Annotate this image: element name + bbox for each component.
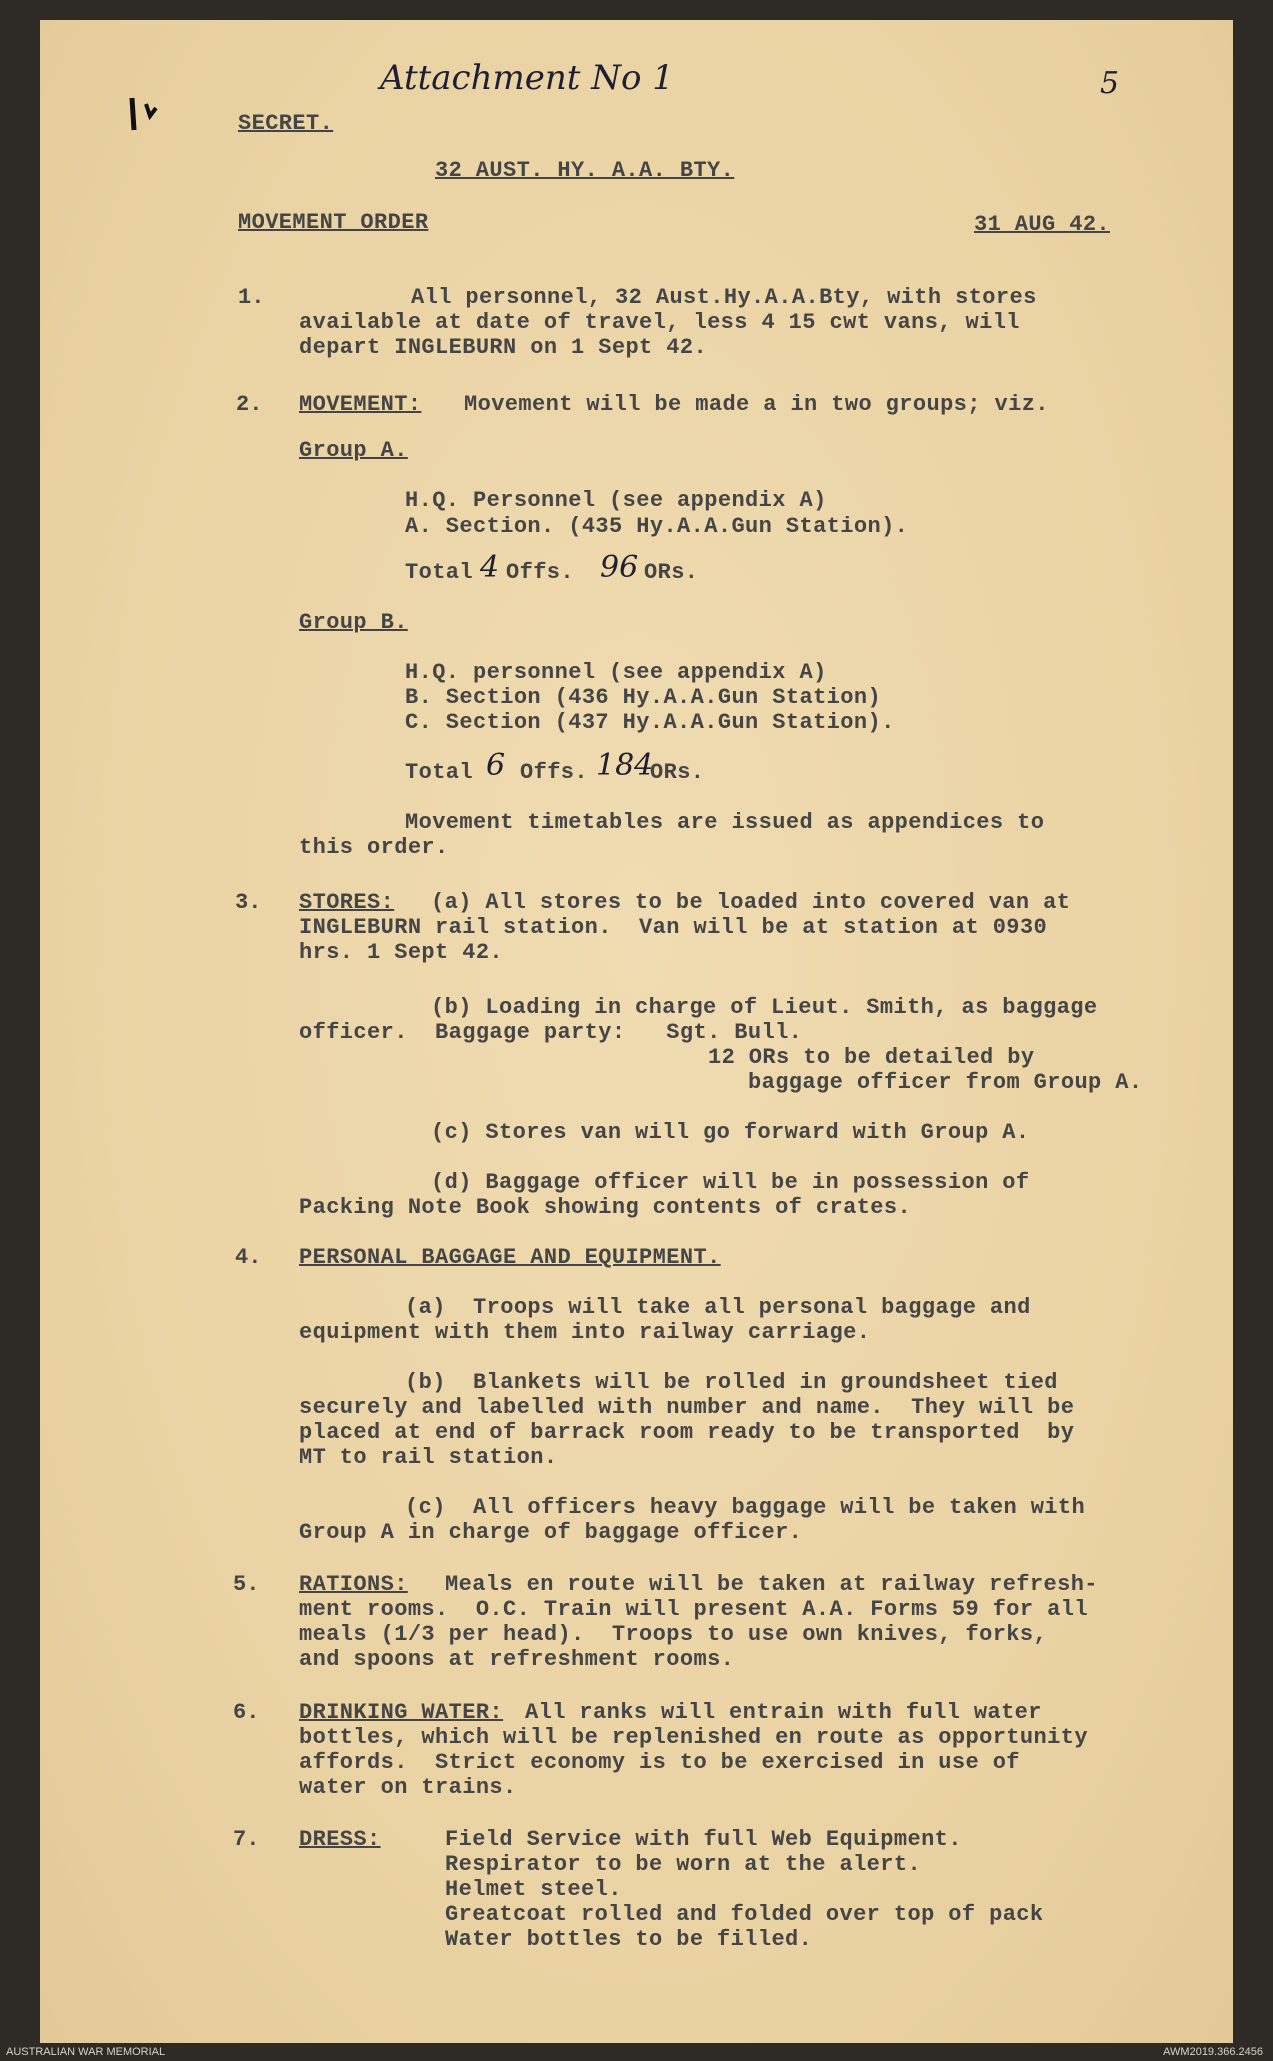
stores-b-line: baggage officer from Group A. <box>748 1070 1143 1095</box>
group-b-offs-label: Offs. <box>520 760 589 785</box>
stores-d-line: (d) Baggage officer will be in possession of <box>431 1170 1030 1195</box>
para6-heading: DRINKING WATER: <box>299 1700 504 1725</box>
para4-heading: PERSONAL BAGGAGE AND EQUIPMENT. <box>299 1245 721 1270</box>
para1-line: depart INGLEBURN on 1 Sept 42. <box>299 335 708 360</box>
baggage-c-line: Group A in charge of baggage officer. <box>299 1520 803 1545</box>
dress-line: Water bottles to be filled. <box>445 1927 813 1952</box>
para1-number: 1. <box>238 285 265 310</box>
group-b-line: C. Section (437 Hy.A.A.Gun Station). <box>405 710 895 735</box>
baggage-a-line: (a) Troops will take all personal baggage and <box>405 1295 1031 1320</box>
stores-a-line: (a) All stores to be loaded into covered van at <box>431 890 1071 915</box>
group-a-line: H.Q. Personnel (see appendix A) <box>405 488 827 513</box>
group-a-ors-handwritten: 96 <box>600 550 639 585</box>
unit-title: 32 AUST. HY. A.A. BTY. <box>435 158 735 183</box>
dress-line: Field Service with full Web Equipment. <box>445 1827 962 1852</box>
group-a-offs-label: Offs. <box>506 560 575 585</box>
archive-footer <box>0 2046 1273 2061</box>
group-b-offs-handwritten: 6 <box>486 748 506 783</box>
group-b-line: H.Q. personnel (see appendix A) <box>405 660 827 685</box>
rations-line: Meals en route will be taken at railway refresh- <box>445 1572 1098 1597</box>
handwritten-page-number: 5 <box>1100 66 1120 101</box>
dress-line: Respirator to be worn at the alert. <box>445 1852 922 1877</box>
group-a-label: Group A. <box>299 438 408 463</box>
baggage-b-line: MT to rail station. <box>299 1445 558 1470</box>
para2-text: Movement will be made a in two groups; viz. <box>464 392 1049 417</box>
dress-line: Greatcoat rolled and folded over top of pack <box>445 1902 1044 1927</box>
para2-number: 2. <box>236 392 263 417</box>
para2-heading: MOVEMENT: <box>299 392 422 417</box>
document-page <box>40 20 1233 2043</box>
rations-line: and spoons at refreshment rooms. <box>299 1647 735 1672</box>
document-title: MOVEMENT ORDER <box>238 210 429 235</box>
stores-b-line: (b) Loading in charge of Lieut. Smith, as baggage <box>431 995 1098 1020</box>
group-b-ors-label: ORs. <box>650 760 705 785</box>
stores-c-line: (c) Stores van will go forward with Group A. <box>431 1120 1030 1145</box>
group-a-total-label: Total <box>405 560 474 585</box>
group-a-line: A. Section. (435 Hy.A.A.Gun Station). <box>405 514 909 539</box>
water-line: affords. Strict economy is to be exercised in use of <box>299 1750 1020 1775</box>
stores-a-line: INGLEBURN rail station. Van will be at station at 0930 <box>299 915 1048 940</box>
rations-line: ment rooms. O.C. Train will present A.A. Forms 59 for all <box>299 1597 1088 1622</box>
water-line: water on trains. <box>299 1775 517 1800</box>
para6-number: 6. <box>233 1700 260 1725</box>
ink-mark-icon <box>110 90 170 140</box>
baggage-c-line: (c) All officers heavy baggage will be taken with <box>405 1495 1086 1520</box>
group-b-total-label: Total <box>405 760 474 785</box>
archive-reference: AWM2019.366.2456 <box>1163 2046 1263 2058</box>
para4-number: 4. <box>235 1245 262 1270</box>
group-a-offs-handwritten: 4 <box>480 550 500 585</box>
secret-label: SECRET. <box>238 111 334 136</box>
para5-heading: RATIONS: <box>299 1572 408 1597</box>
para1-line: All personnel, 32 Aust.Hy.A.A.Bty, with stores <box>411 285 1037 310</box>
group-b-line: B. Section (436 Hy.A.A.Gun Station) <box>405 685 882 710</box>
stores-d-line: Packing Note Book showing contents of crates. <box>299 1195 912 1220</box>
para1-line: available at date of travel, less 4 15 cwt vans, will <box>299 310 1020 335</box>
para3-number: 3. <box>235 890 262 915</box>
stores-b-line: 12 ORs to be detailed by <box>708 1045 1035 1070</box>
stores-a-line: hrs. 1 Sept 42. <box>299 940 504 965</box>
group-b-label: Group B. <box>299 610 408 635</box>
para5-number: 5. <box>233 1572 260 1597</box>
group-b-ors-handwritten: 184 <box>596 748 654 783</box>
dress-line: Helmet steel. <box>445 1877 622 1902</box>
water-line: All ranks will entrain with full water <box>525 1700 1042 1725</box>
para3-heading: STORES: <box>299 890 395 915</box>
baggage-b-line: securely and labelled with number and name. They will be <box>299 1395 1075 1420</box>
document-date: 31 AUG 42. <box>974 212 1111 237</box>
baggage-a-line: equipment with them into railway carriage. <box>299 1320 871 1345</box>
timetable-line: this order. <box>299 835 449 860</box>
archive-name: AUSTRALIAN WAR MEMORIAL <box>6 2046 166 2058</box>
baggage-b-line: placed at end of barrack room ready to be transported by <box>299 1420 1075 1445</box>
para7-number: 7. <box>233 1827 260 1852</box>
handwritten-attachment-note: Attachment No 1 <box>380 58 674 98</box>
stores-b-line: officer. Baggage party: Sgt. Bull. <box>299 1020 803 1045</box>
baggage-b-line: (b) Blankets will be rolled in groundsheet tied <box>405 1370 1058 1395</box>
rations-line: meals (1/3 per head). Troops to use own knives, forks, <box>299 1622 1048 1647</box>
group-a-ors-label: ORs. <box>644 560 699 585</box>
para7-heading: DRESS: <box>299 1827 381 1852</box>
water-line: bottles, which will be replenished en route as opportunity <box>299 1725 1088 1750</box>
timetable-line: Movement timetables are issued as appendices to <box>405 810 1045 835</box>
